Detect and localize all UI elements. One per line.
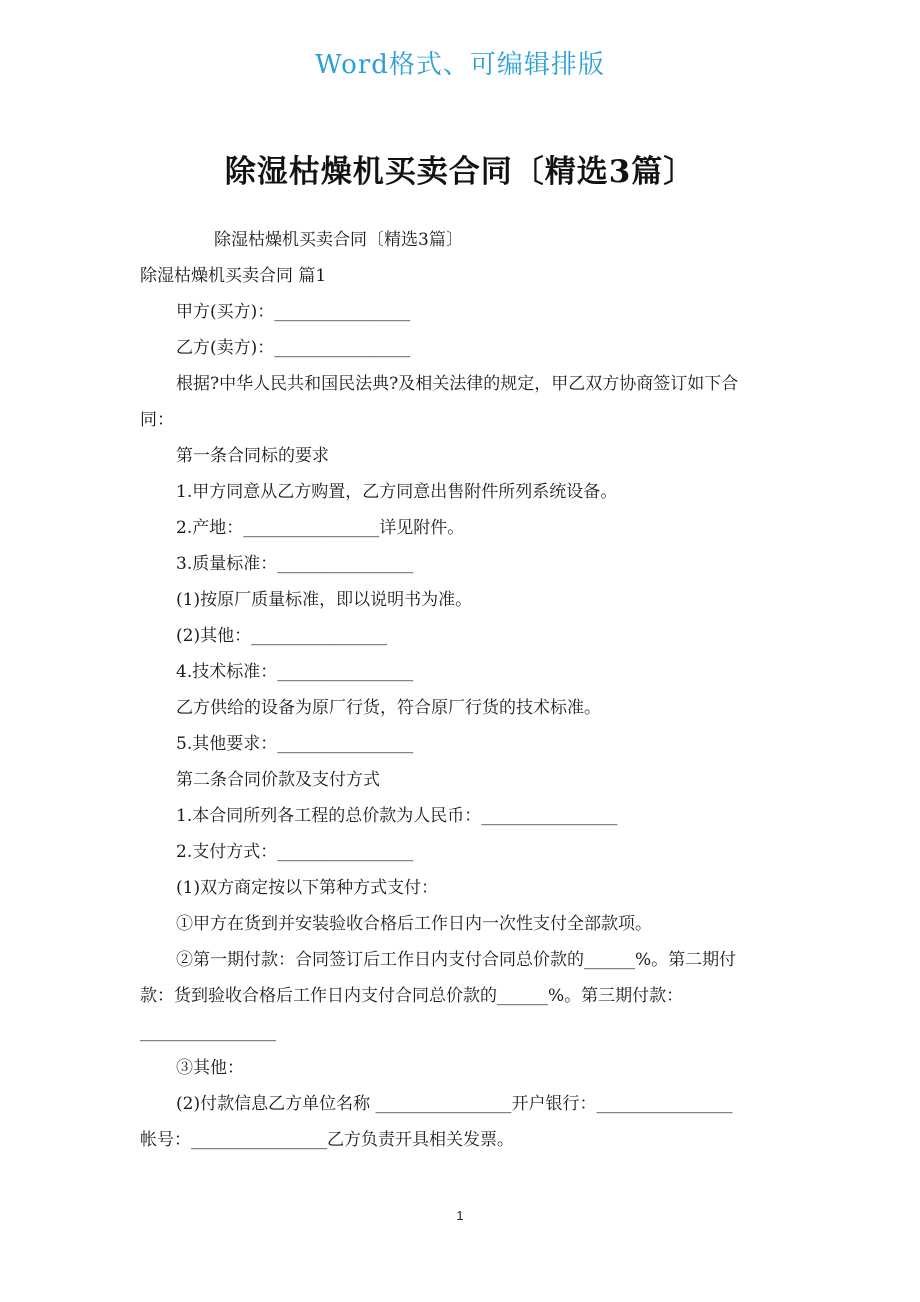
paragraph-line: 3.质量标准：________________ [176,554,414,574]
document-subtitle: 除湿枯燥机买卖合同〔精选3篇〕 [214,230,463,250]
paragraph-line: (1)双方商定按以下第种方式支付： [176,878,439,898]
paragraph-line: 1.甲方同意从乙方购置，乙方同意出售附件所列系统设备。 [176,482,618,502]
header-banner: Word格式、可编辑排版 [315,50,605,80]
paragraph-line: 款：货到验收合格后工作日内支付合同总价款的______%。第三期付款： [140,986,684,1006]
document-title: 除湿枯燥机买卖合同〔精选3篇〕 [224,154,696,190]
article-heading: 第一条合同标的要求 [176,446,329,466]
paragraph-line: ①甲方在货到并安装验收合格后工作日内一次性支付全部款项。 [176,914,652,934]
paragraph-line: (1)按原厂质量标准，即以说明书为准。 [176,590,473,610]
paragraph-line: 同： [140,410,174,430]
page-number: 1 [456,1208,464,1223]
paragraph-line: ②第一期付款：合同签订后工作日内支付合同总价款的______%。第二期付 [176,950,737,970]
document-body [140,222,785,1158]
paragraph-line: (2)其他：________________ [176,626,388,646]
article-heading: 第二条合同价款及支付方式 [176,770,380,790]
paragraph-line: 根据?中华人民共和国民法典?及相关法律的规定，甲乙双方协商签订如下合 [176,374,739,394]
paragraph-line: 乙方供给的设备为原厂行货，符合原厂行货的技术标准。 [176,698,601,718]
party-b-line: 乙方(卖方)：________________ [176,338,411,358]
paragraph-line: 帐号：________________乙方负责开具相关发票。 [140,1130,514,1150]
party-a-line: 甲方(买方)：________________ [176,302,411,322]
section-heading: 除湿枯燥机买卖合同 篇1 [140,266,327,286]
paragraph-line: 2.产地：________________详见附件。 [176,518,465,538]
paragraph-line: (2)付款信息乙方单位名称 ________________开户银行：________________ [176,1094,733,1114]
paragraph-line: 4.技术标准：________________ [176,662,414,682]
paragraph-line: 2.支付方式：________________ [176,842,414,862]
paragraph-line: ________________ [140,1022,276,1042]
paragraph-line: 1.本合同所列各工程的总价款为人民币：________________ [176,806,618,826]
paragraph-line: ③其他： [176,1058,244,1078]
paragraph-line: 5.其他要求：________________ [176,734,414,754]
